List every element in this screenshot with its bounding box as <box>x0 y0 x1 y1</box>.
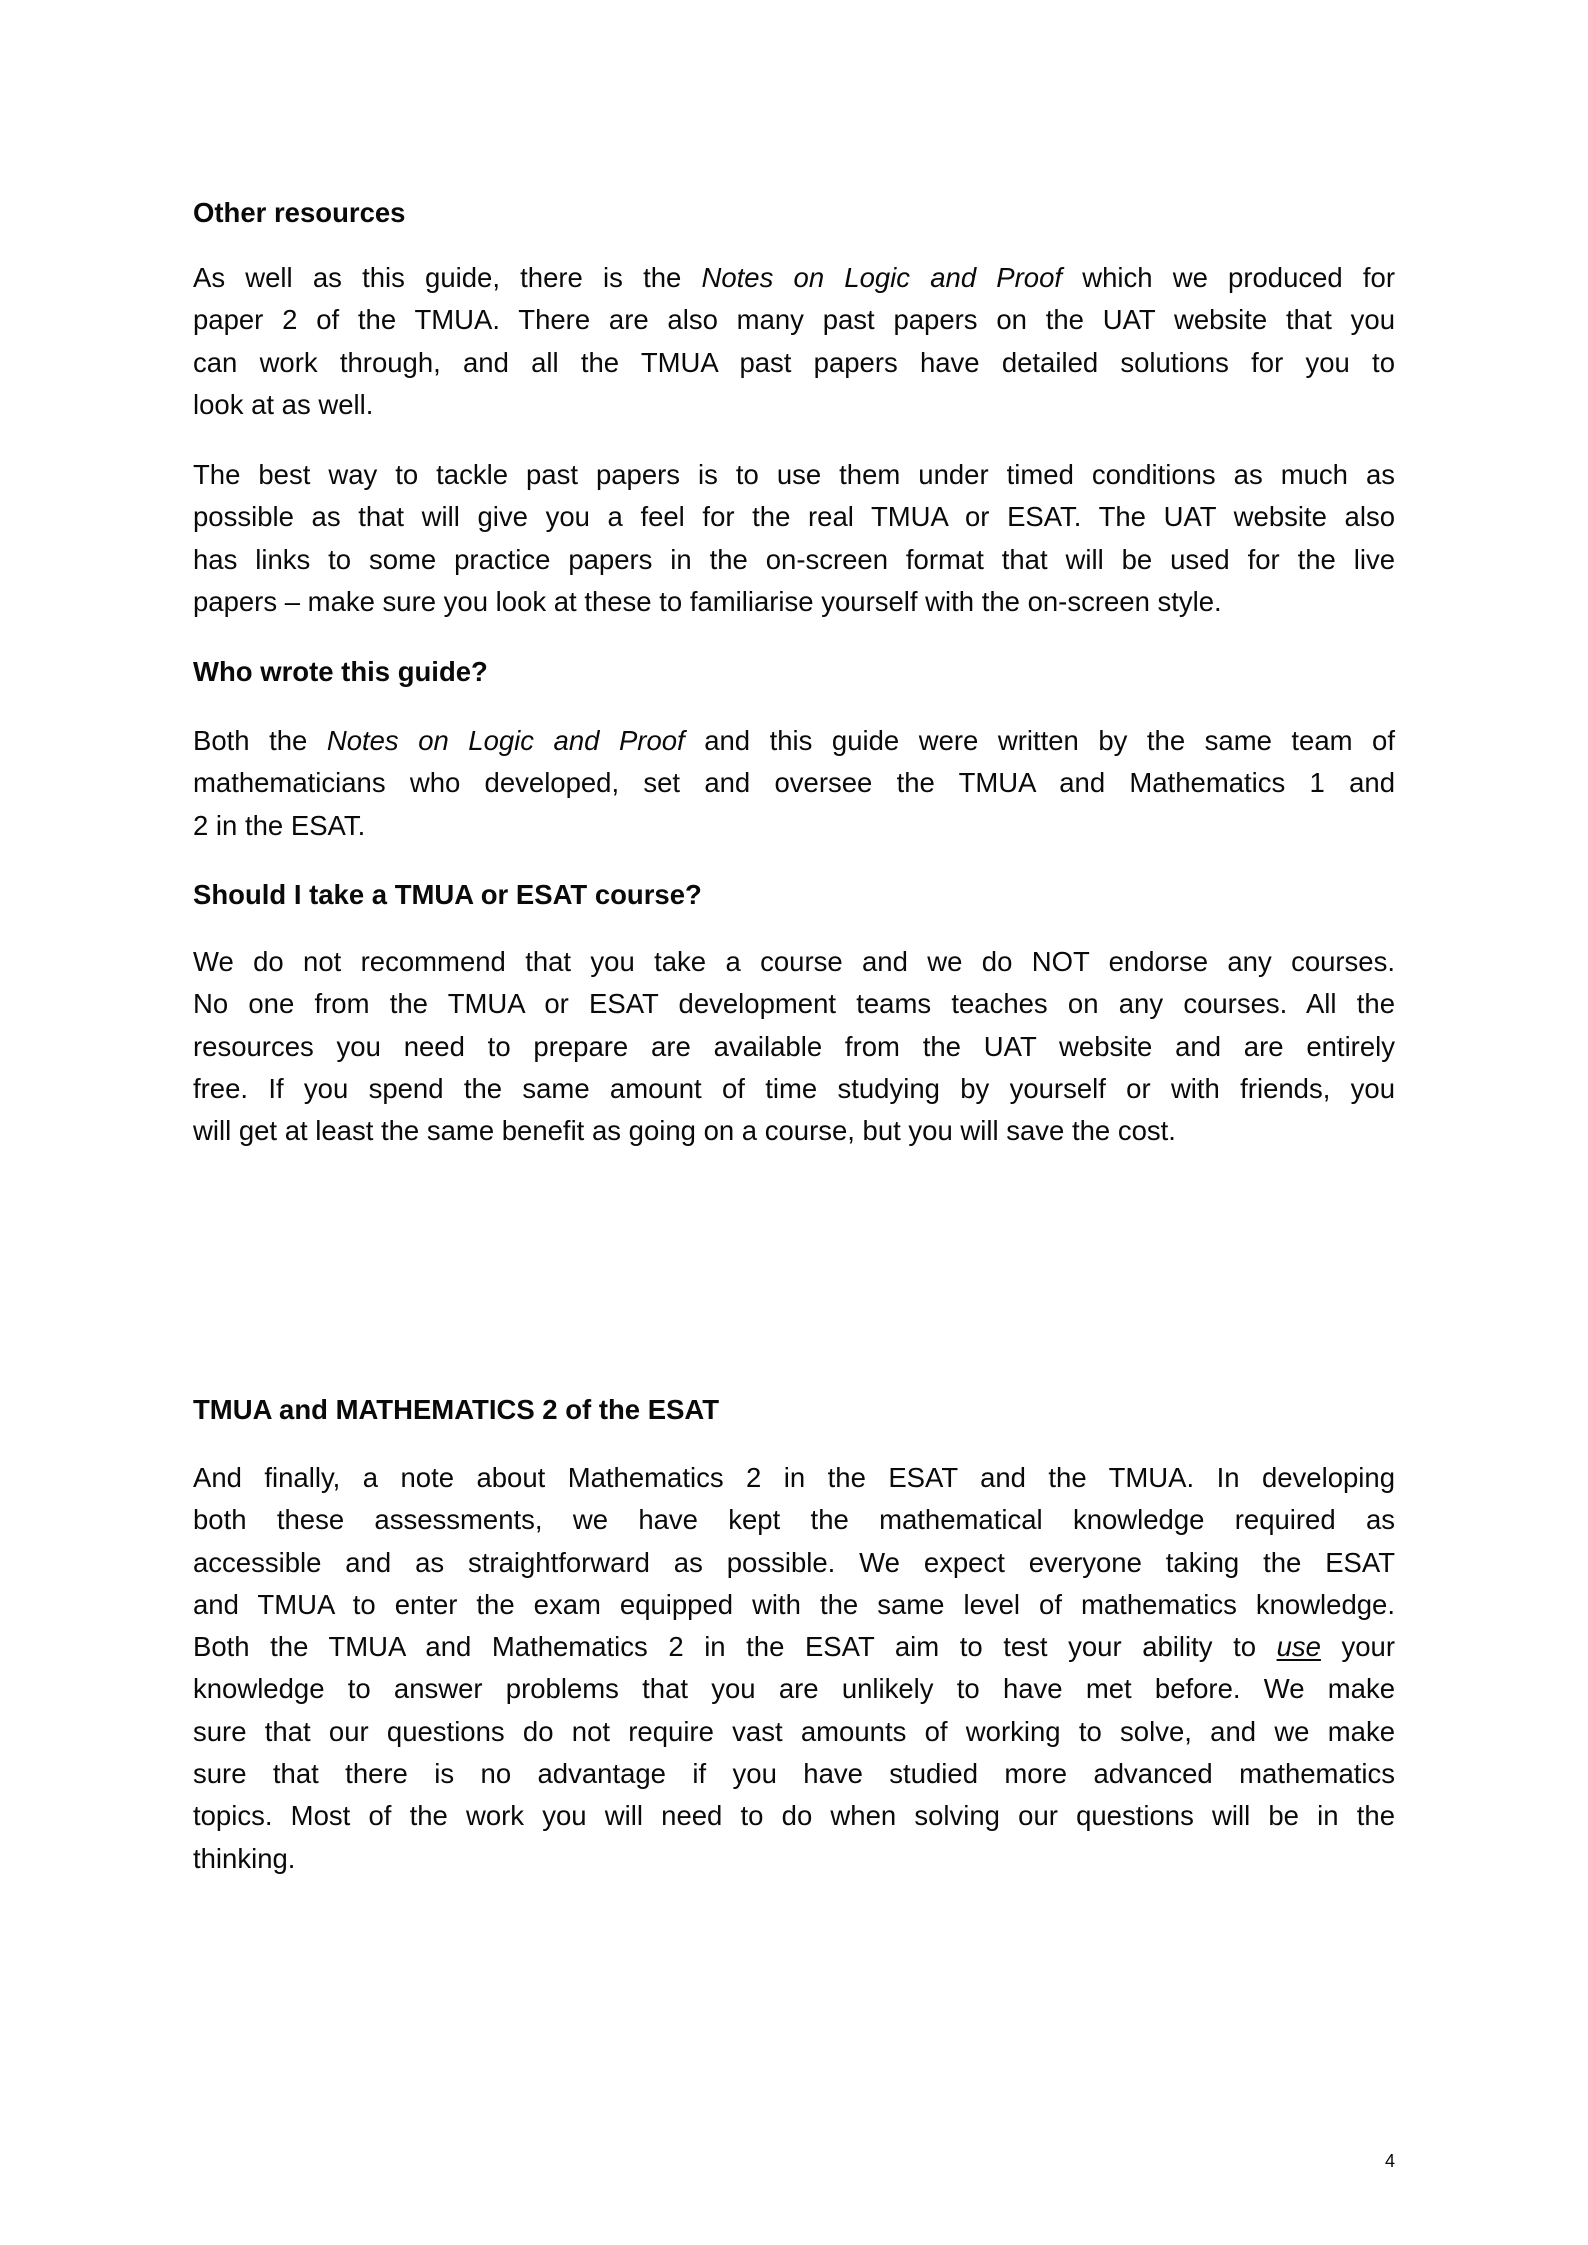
text-line: No one from the TMUA or ESAT development teams teaches on any courses. All the <box>193 988 1395 1020</box>
heading-other-resources <box>193 192 1395 234</box>
heading-tmua-and-mathematics-2 <box>193 1389 1395 1431</box>
text-line: thinking. <box>193 1842 296 1874</box>
text-line: We do not recommend that you take a course and we do NOT endorse any courses. <box>193 946 1395 977</box>
italic-title-notes-on-logic-and-proof: Notes on Logic and Proof <box>326 725 685 756</box>
text-line <box>193 720 1395 762</box>
text-line: papers – make sure you look at these to familiarise yourself with the on-screen style. <box>193 585 1222 617</box>
text-line: will get at least the same benefit as going on a course, but you will save the cost. <box>193 1115 1176 1147</box>
text-line: look at as well. <box>193 388 374 420</box>
page-number: 4 <box>1384 2151 1395 2171</box>
text-run: Both the TMUA and Mathematics 2 in the ESAT aim to test your ability to <box>193 1631 1277 1663</box>
text-line: both these assessments, we have kept the mathematical knowledge required as <box>193 1504 1395 1536</box>
text-line: paper 2 of the TMUA. There are also many past papers on the UAT website that you <box>193 304 1395 336</box>
heading-text: Who wrote this guide? <box>193 656 488 687</box>
paragraph-other-resources-2 <box>193 454 1395 623</box>
text-line: accessible and as straightforward as possible. We expect everyone taking the ESAT <box>193 1546 1395 1578</box>
heading-should-i-take-course <box>193 874 1395 916</box>
text-line: And finally, a note about Mathematics 2 in the ESAT and the TMUA. In developing <box>193 1462 1395 1493</box>
text-run: As well as this guide, there is the <box>193 262 702 293</box>
text-run: your <box>1320 1631 1395 1663</box>
text-run: Both the <box>193 725 327 756</box>
text-line: topics. Most of the work you will need to do when solving our questions will be in the <box>193 1800 1395 1832</box>
text-line: mathematicians who developed, set and oversee the TMUA and Mathematics 1 and <box>193 767 1395 799</box>
italic-title-notes-on-logic-and-proof: Notes on Logic and Proof <box>701 262 1063 293</box>
text-line: free. If you spend the same amount of time studying by yourself or with friends, you <box>193 1072 1395 1104</box>
text-line <box>193 257 1395 299</box>
text-line <box>193 1626 1395 1668</box>
text-line: sure that our questions do not require vast amounts of working to solve, and we make <box>193 1715 1395 1747</box>
text-line: sure that there is no advantage if you have studied more advanced mathematics <box>193 1758 1395 1790</box>
text-line: and TMUA to enter the exam equipped with the same level of mathematics knowledge. <box>193 1588 1395 1620</box>
heading-who-wrote-this-guide <box>193 651 1395 693</box>
paragraph-tmua-maths2 <box>193 1457 1395 1880</box>
text-run: and this guide were written by the same team of <box>684 725 1395 756</box>
text-line: can work through, and all the TMUA past papers have detailed solutions for you to <box>193 346 1395 378</box>
text-line: The best way to tackle past papers is to use them under timed conditions as much as <box>193 459 1395 490</box>
paragraph-course <box>193 941 1395 1152</box>
paragraph-other-resources-1 <box>193 257 1395 426</box>
text-line: resources you need to prepare are available from the UAT website and are entirely <box>193 1030 1395 1062</box>
heading-text: Other resources <box>193 197 406 228</box>
text-line: knowledge to answer problems that you are unlikely to have met before. We make <box>193 1673 1395 1705</box>
text-line: possible as that will give you a feel for the real TMUA or ESAT. The UAT website also <box>193 501 1395 533</box>
heading-text: Should I take a TMUA or ESAT course? <box>193 879 702 910</box>
heading-text: TMUA and MATHEMATICS 2 of the ESAT <box>193 1394 720 1425</box>
paragraph-who-wrote <box>193 720 1395 847</box>
text-run: which we produced for <box>1062 262 1396 293</box>
text-line: has links to some practice papers in the on-screen format that will be used for the live <box>193 543 1395 575</box>
emphasis-use: use <box>1276 1631 1321 1663</box>
text-line: 2 in the ESAT. <box>193 809 366 841</box>
